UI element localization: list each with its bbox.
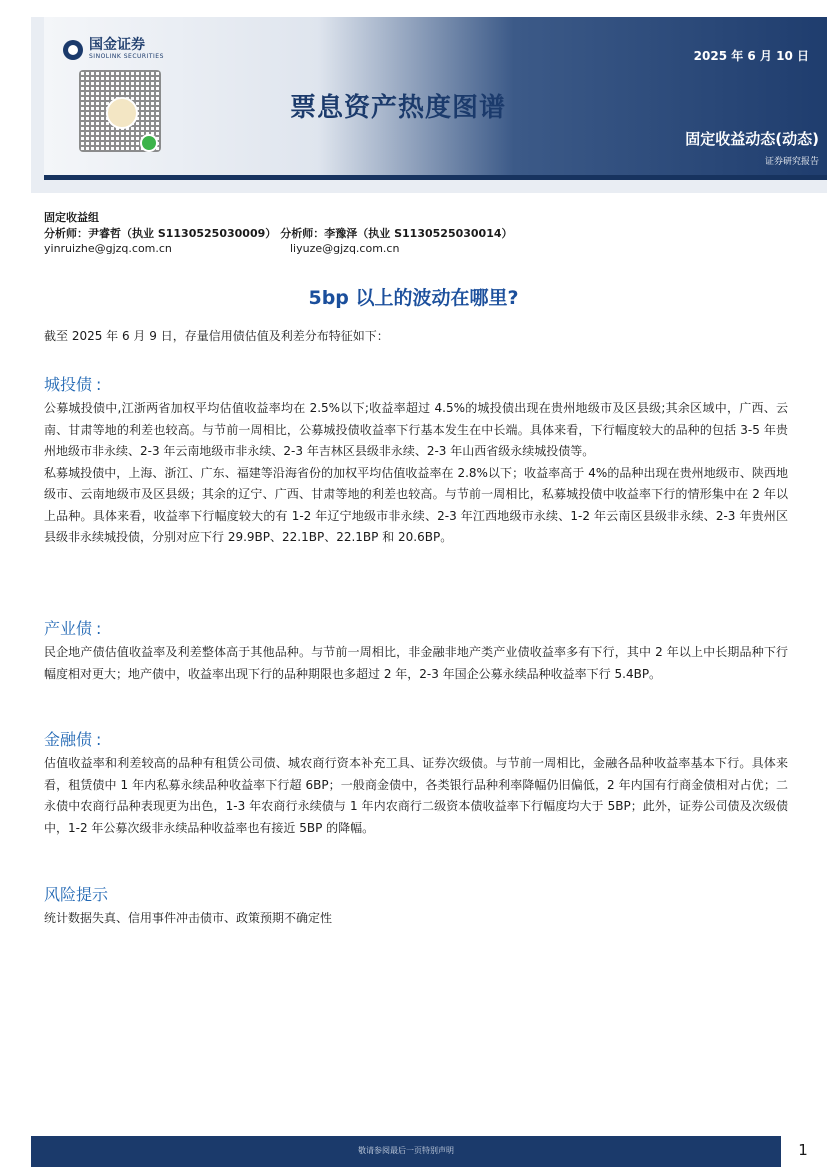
analyst-row xyxy=(44,226,513,242)
analyst-name: 李豫泽 xyxy=(324,227,358,240)
report-type: 固定收益动态(动态) xyxy=(685,130,819,148)
logo-mark-icon xyxy=(63,40,83,60)
analyst-cert: （执业 S1130525030014） xyxy=(357,227,513,240)
report-subtype: 证券研究报告 xyxy=(764,157,819,167)
section-risk xyxy=(44,882,788,930)
logo-name-en: SINOLINK SECURITIES xyxy=(89,53,164,60)
analyst-name: 尹睿哲 xyxy=(88,227,121,240)
report-date: 2025 年 6 月 10 日 xyxy=(693,49,809,63)
analyst-label: 分析师： xyxy=(44,227,88,240)
section-industry xyxy=(44,616,788,685)
report-series-title: 票息资产热度图谱 xyxy=(290,93,507,123)
intro-paragraph: 截至 2025 年 6 月 9 日，存量信用债估值及利差分布特征如下： xyxy=(44,329,389,343)
section-paragraph: 估值收益率和利差较高的品种有租赁公司债、城农商行资本补充工具、证券次级债。与节前一周相比，金融各品种收益率基本下行。具体来看，租赁债中 1 年内私募永续品种收益率下行超 6BP；一般商金债中，各类银行品种利率降幅仍旧偏低，2 年内国有行商金债相对占优；二永债中农商行品种表现更为出色，1-3 年农商行永续债与 1 年内农商行二级资本债收益率下行幅度均大于 5BP；此外，证券公司债及次级债中，1-2 年公募次级非永续品种收益率也有接近 5BP 的降幅。 xyxy=(44,756,788,835)
qr-center-logo-icon xyxy=(106,97,138,129)
author-block xyxy=(44,210,513,242)
section-heading: 城投债 : xyxy=(44,372,788,395)
article-title: 5bp 以上的波动在哪里? xyxy=(308,287,519,309)
wechat-badge-icon xyxy=(140,134,158,152)
analyst-email-link[interactable]: liyuze@gjzq.com.cn xyxy=(290,242,400,255)
section-paragraph: 私募城投债中，上海、浙江、广东、福建等沿海省份的加权平均估值收益率在 2.8%以下；收益率高于 4%的品种出现在贵州地级市、陕西地级市、云南地级市及区县级；其余的辽宁、广西、甘肃等地的利差也较高。与节前一周相比，私募城投债中收益率下行的情形集中在 2 年以上品种。具体来看，收益率下行幅度较大的有 1-2 年辽宁地级市非永续、2-3 年江西地级市永续、1-2 年云南区县级非永续、2-3 年贵州区县级非永续城投债，分别对应下行 29.9BP、22.1BP、22.1BP 和 20.6BP。 xyxy=(44,465,788,544)
section-financial xyxy=(44,727,788,839)
company-logo xyxy=(63,38,164,61)
section-heading: 金融债 : xyxy=(44,727,788,750)
section-paragraph: 民企地产债估值收益率及利差整体高于其他品种。与节前一周相比，非金融非地产类产业债收益率多有下行，其中 2 年以上中长期品种下行幅度相对更大；地产债中，收益率出现下行的品种期限也多超过 2 年，2-3 年国企公募永续品种收益率下行 5.4BP。 xyxy=(44,645,788,681)
analyst-label: 分析师： xyxy=(280,227,325,240)
logo-name-cn: 国金证券 xyxy=(89,37,145,53)
page-number: 1 xyxy=(798,1141,808,1159)
team-name: 固定收益组 xyxy=(44,211,99,224)
footer-disclaimer-note: 敬请参阅最后一页特别声明 xyxy=(358,1146,454,1155)
section-paragraph: 统计数据失真、信用事件冲击债市、政策预期不确定性 xyxy=(44,911,333,925)
section-paragraph: 公募城投债中,江浙两省加权平均估值收益率均在 2.5%以下;收益率超过 4.5%的城投债出现在贵州地级市及区县级;其余区域中，广西、云南、甘肃等地的利差也较高。与节前一周相比，公募城投债收益率下行基本发生在中长端。具体来看，下行幅度较大的品种的包括 3-5 年贵州地级市非永续、2-3 年云南地级市非永续、2-3 年吉林区县级非永续、2-3 年山西省级永续城投债等。 xyxy=(44,401,788,458)
section-chengtou xyxy=(44,372,788,549)
section-heading: 风险提示 xyxy=(44,885,109,904)
analyst-email-link[interactable]: yinruizhe@gjzq.com.cn xyxy=(44,242,172,255)
analyst-cert: （执业 S1130525030009） xyxy=(121,227,277,240)
section-heading: 产业债 : xyxy=(44,616,788,639)
